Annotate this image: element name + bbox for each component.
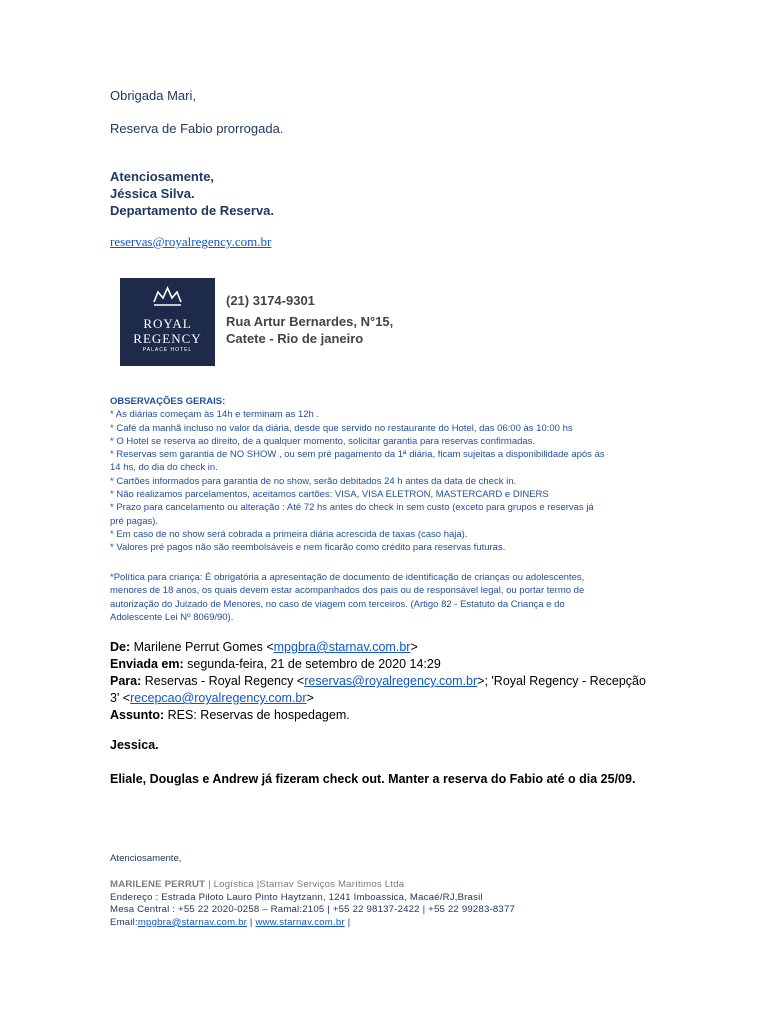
hotel-phone: (21) 3174-9301	[226, 293, 315, 308]
logo-brand-line3: PALACE HOTEL	[142, 347, 193, 353]
logo-brand-line2: REGENCY	[133, 331, 202, 346]
reply-name: Jéssica Silva.	[110, 186, 195, 201]
header-to: Para: Reservas - Royal Regency <reservas@royalregency.com.br>; 'Royal Regency - Recepção	[110, 674, 646, 688]
signature-links: Email:mpgbra@starnav.com.br | www.starnav.com.br |	[110, 916, 351, 928]
observation-line: 14 hs, do dia do check in.	[110, 462, 218, 474]
signature-phones: Mesa Central : +55 22 2020-0258 – Ramal:2105 | +55 22 98137-2422 | +55 22 99283-8377	[110, 904, 516, 916]
from-email-link[interactable]: mpgbra@starnav.com.br	[273, 640, 411, 654]
observations-heading: OBSERVAÇÕES GERAIS:	[110, 396, 226, 407]
original-body: Eliale, Douglas e Andrew já fizeram check out. Manter a reserva do Fabio até o dia 25/09.	[110, 772, 636, 786]
policy-line: autorização do Juizado de Menores, no caso de viagem com terceiros. (Artigo 82 - Estatuto da Criança e do	[110, 598, 565, 610]
header-subject: Assunto: RES: Reservas de hospedagem.	[110, 708, 350, 722]
policy-line: *Política para criança: É obrigatória a apresentação de documento de identificação de crianças ou adolescentes,	[110, 572, 585, 583]
observation-line: * Em caso de no show será cobrada a primeira diária acrescida de taxas (caso haja).	[110, 528, 468, 540]
reply-email-link[interactable]: reservas@royalregency.com.br	[110, 234, 272, 249]
observation-line: * Prazo para cancelamento ou alteração : Até 72 hs antes do check in sem custo (exceto para grupos e reservas já	[110, 502, 594, 514]
signature-block	[110, 879, 515, 929]
email-header	[110, 639, 646, 724]
logo-brand-line1: ROYAL	[143, 316, 192, 331]
to-email-link-reservas[interactable]: reservas@royalregency.com.br	[304, 674, 478, 688]
signature-website-link[interactable]: www.starnav.com.br	[255, 916, 345, 928]
hotel-address-line1: Rua Artur Bernardes, N°15,	[226, 314, 394, 329]
policy-line: Adolescente Lei Nº 8069/90).	[110, 611, 234, 623]
signature-closing: Atenciosamente,	[110, 853, 182, 864]
observation-line: * As diárias começam às 14h e terminam as 12h .	[110, 409, 320, 421]
to-email-link-recepcao[interactable]: recepcao@royalregency.com.br	[130, 691, 307, 705]
observation-line: * Não realizamos parcelamentos, aceitamos cartões: VISA, VISA ELETRON, MASTERCARD e DINERS	[110, 489, 549, 501]
observation-line: * O Hotel se reserva ao direito, de a qualquer momento, solicitar garantia para reservas confirmadas.	[110, 435, 536, 447]
policy-line: menores de 18 anos, os quais devem estar acompanhados dos pais ou de responsável legal, ou portar termo de	[110, 585, 585, 597]
observation-line: * Cartões informados para garantia de no show, serão debitados 24 h antes da data de check in.	[110, 475, 517, 487]
signature-email-link[interactable]: mpgbra@starnav.com.br	[137, 916, 248, 928]
reply-message: Reserva de Fabio prorrogada.	[110, 121, 284, 136]
reply-greeting: Obrigada Mari,	[110, 88, 196, 103]
header-sent: Enviada em: segunda-feira, 21 de setembro de 2020 14:29	[110, 657, 441, 671]
observations-block	[110, 395, 605, 555]
reply-closing: Atenciosamente,	[110, 169, 215, 184]
signature-address: Endereço : Estrada Piloto Lauro Pinto Haytzann, 1241 Imboassica, Macaé/RJ,Brasil	[110, 891, 483, 903]
signature-name: MARILENE PERRUT	[110, 879, 206, 890]
header-from: De: Marilene Perrut Gomes <mpgbra@starnav.com.br>	[110, 640, 418, 654]
header-to-cont: 3' <recepcao@royalregency.com.br>	[110, 691, 314, 705]
observation-line: * Reservas sem garantia de NO SHOW , ou sem pré pagamento da 1ª diária, ficam sujeitas a disponibilidade após às	[110, 449, 605, 461]
observation-line: * Valores pré pagos não são reembolsáveis e nem ficarão como crédito para reservas futuras.	[110, 542, 506, 554]
reply-department: Departamento de Reserva.	[110, 203, 275, 218]
child-policy-block	[110, 571, 584, 624]
observation-line: pré pagas).	[110, 515, 159, 527]
original-salutation: Jessica.	[110, 738, 159, 752]
observation-line: * Café da manhã incluso no valor da diária, desde que servido no restaurante do Hotel, das 06:00 às 10:00 hs	[110, 422, 573, 434]
hotel-address-line2: Catete - Rio de janeiro	[226, 331, 364, 346]
hotel-logo	[120, 278, 215, 366]
signature-name-line: MARILENE PERRUT | Logística |Starnav Serviços Marítimos Ltda	[110, 879, 405, 890]
